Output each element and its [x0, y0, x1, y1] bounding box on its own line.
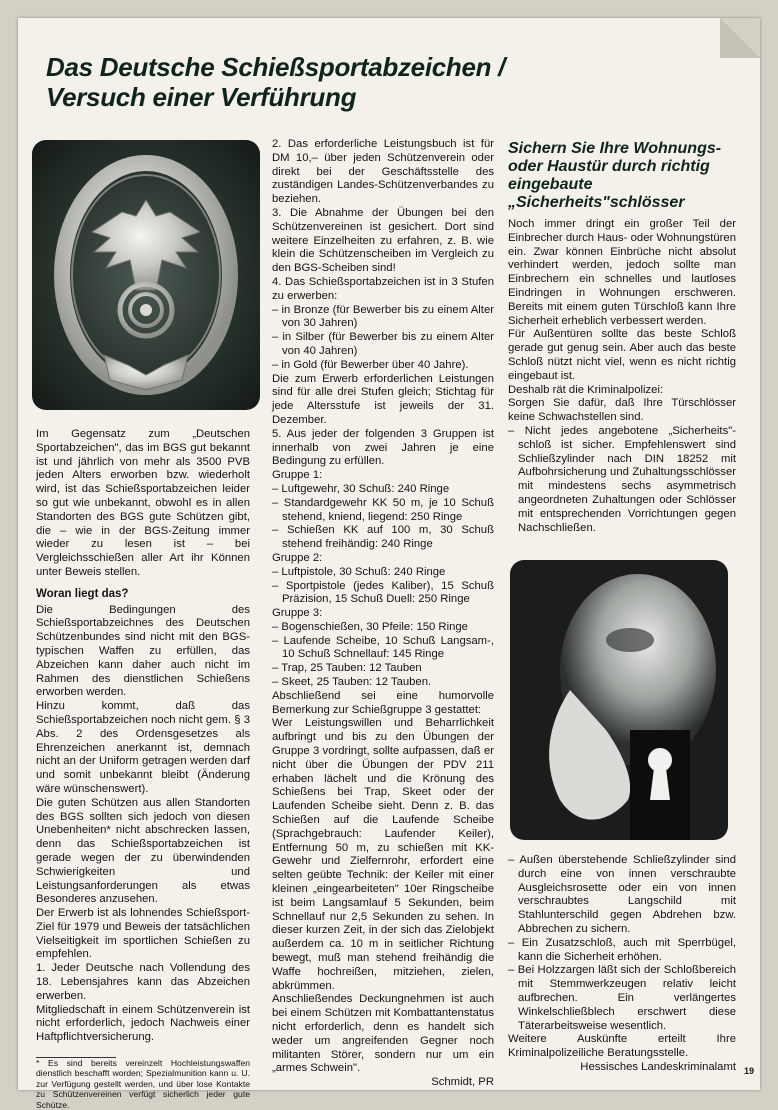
list-item: – Außen überstehende Schließzylinder sind durch eine von innen verschraubte Ausgleichsrosette oder ein von innen verschraubtes Langschild mit Stahlunterschild gegen Abdrehen bzw. Abbrechen zu sichern. — [508, 854, 736, 935]
shooting-badge-illustration — [32, 140, 260, 410]
list-item: – Bei Holzzargen läßt sich der Schloßbereich mit Stemmwerkzeugen relativ leicht aufbrechen. Ein verlängertes Winkelschließblech erschwert diese Täterarbeitsweise wesentlich. — [508, 964, 736, 1032]
paragraph: Die Bedingungen des Schießsportabzeichnes des Deutschen Schützenbundes sind nicht mit den BGS-typischen Waffen zu erfüllen, das Abzeichen kann daher auch nicht im Rahmen des dienstlichen Schießens erworben werden. — [36, 603, 250, 699]
list-item: – Trap, 25 Tauben: 12 Tauben — [272, 662, 422, 675]
paragraph: Mitgliedschaft in einem Schützenverein ist nicht erforderlich, jedoch Nachweis einer Haftpflichtversicherung. — [36, 1003, 250, 1044]
section-heading: Woran liegt das? — [36, 587, 129, 600]
paragraph: Abschließend sei eine humorvolle Bemerkung zur Schießgruppe 3 gestattet: — [272, 689, 494, 716]
page-corner — [720, 18, 760, 58]
column-2 — [272, 138, 494, 1090]
list-item: – Luftpistole, 30 Schuß: 240 Ringe — [272, 565, 446, 578]
page-number: 19 — [743, 1066, 754, 1076]
list-item: – Ein Zusatzschloß, auch mit Sperrbügel, kann die Sicherheit erhöhen. — [508, 936, 736, 963]
list-item: – in Gold (für Bewerber über 40 Jahre). — [272, 358, 469, 371]
paragraph: 1. Jeder Deutsche nach Vollendung des 18. Lebensjahres kann das Abzeichen erwerben. — [36, 962, 250, 1002]
column-3 — [508, 140, 736, 535]
paragraph: Die guten Schützen aus allen Standorten des BGS sollten sich jedoch von diesen Unebenheiten* nicht abschrecken lassen, denn das Schießsportabzeichen ist gerade wegen der zu überwindenden Schwierigkeiten und Leistungsanforderungen als etwas Besonderes anzusehen. — [36, 796, 250, 906]
paragraph: Sorgen Sie dafür, daß Ihre Türschlösser keine Schwachstellen sind. — [508, 397, 736, 424]
paragraph: 3. Die Abnahme der Übungen bei den Schützenvereinen ist gesichert. Dort sind weitere Einzelheiten zu erfahren, z. B. wie klein die Schützenscheiben im Vergleich zu den BGS-Scheiben sind! — [272, 206, 494, 275]
paragraph: Deshalb rät die Kriminalpolizei: — [508, 383, 664, 396]
paragraph: Für Außentüren sollte das beste Schloß gerade gut genug sein. Aber auch das beste Schloß nützt nicht viel, wenn es nicht richtig eingebaut ist. — [508, 328, 736, 382]
group-label: Gruppe 1: — [272, 469, 323, 482]
paragraph: Anschließendes Deckungnehmen ist auch bei einem Schützen mit Kombattantenstatus nicht erforderlich, denn es handelt sich weder um angreifenden Gegner noch militanten Störer, sondern nur um ein „armes Schwein". — [272, 993, 494, 1075]
list-item: – in Silber (für Bewerber bis zu einem Alter von 40 Jahren) — [272, 331, 494, 357]
paragraph: Wer Leistungswillen und Beharrlichkeit aufbringt und bis zu den Übungen der Gruppe 3 vordringt, sollte aufpassen, daß er nicht über die Übungen der PDV 211 erhaben lächelt und die Krönung des Schießens bei Trap, Skeet oder der Laufenden Scheibe sieht. Denn z. B. das Schießen auf die Laufende Scheibe (Sprachgebrauch: Laufender Keiler), Entfernung 50 m, zu schießen mit KK-Gewehr und Zielfernrohr, erfordert eine selten geübte Technik: der Keiler mit einer kleinen „eingearbeiteten" 10er Ringscheibe ist beim Langsamlauf 5 Sekunden, beim Schnellauf nur 2,5 Sekunden zu sehen. In dieser kurzen Zeit, in der sich das Zielobjekt außerdem ca. 10 m in seitlicher Richtung bewegt, muß man stehend freihändig die Waffe hochreißen, mitziehen, zielen, abkrümmen. — [272, 717, 494, 992]
paragraph: 2. Das erforderliche Leistungsbuch ist für DM 10,– über jeden Schützenverein oder direkt bei der Geschäftsstelle des zuständigen Landes-Schützenverbandes zu beziehen. — [272, 138, 494, 206]
intro-paragraph: Im Gegensatz zum „Deutschen Sportabzeichen", das im BGS gut bekannt ist und jährlich von mehr als 3500 PVB jeden Alters erworben bzw. wiederholt wird, ist das Schießsportabzeichen leider so gut wie unbekannt, obwohl es in allen Standorten des BGS gute Schützen gibt, die – wie in der BGS-Zeitung immer wieder zu lesen ist – bei Vergleichsschießen aller Art ihr Können unter Beweis stellen. — [36, 428, 250, 578]
author-signature: Hessisches Landeskriminalamt — [580, 1060, 736, 1073]
list-item: – Laufende Scheibe, 10 Schuß Langsam-, 10 Schuß Schnellauf: 145 Ringe — [272, 634, 494, 661]
sidebar-headline: Sichern Sie Ihre Wohnungs- oder Haustür durch richtig eingebaute „Sicherheits"schlösser — [508, 140, 722, 211]
column-1 — [36, 428, 250, 1110]
badge-photo — [32, 140, 260, 410]
list-item: – Skeet, 25 Tauben: 12 Tauben. — [272, 676, 432, 689]
paragraph: Weitere Auskünfte erteilt Ihre Kriminalpolizeiliche Beratungsstelle. — [508, 1033, 736, 1060]
paragraph: Der Erwerb ist als lohnendes Schießsport-Ziel für 1979 und Beweis der tatsächlichen Vielseitigkeit im sportlichen Schießen zu empfehlen. — [36, 907, 250, 961]
paragraph: 4. Das Schießsportabzeichen ist in 3 Stufen zu erwerben: — [272, 275, 494, 302]
article-title — [46, 52, 686, 112]
burglar-photo — [510, 560, 728, 840]
group-label: Gruppe 3: — [272, 607, 323, 620]
paragraph: 5. Aus jeder der folgenden 3 Gruppen ist innerhalb von zwei Jahren je eine Bedingung zu erfüllen. — [272, 427, 494, 468]
group-label: Gruppe 2: — [272, 551, 323, 564]
list-item: – in Bronze (für Bewerber bis zu einem Alter von 30 Jahren) — [272, 303, 494, 330]
paragraph: Noch immer dringt ein großer Teil der Einbrecher durch Haus- oder Wohnungstüren ein. Zwar können Einbrüche nicht absolut verhindert werden, jedoch sollte man Einbrechern ein schnelles und lautloses Eindringen in Wohnungen erschweren. Bereits mit einem guten Türschloß kann Ihre Sicherheit erheblich verbessert werden. — [508, 218, 736, 327]
paragraph: Die zum Erwerb erforderlichen Leistungen sind für alle drei Stufen gleich; Stichtag für jede Altersstufe ist jeweils der 31. Dezember. — [272, 372, 494, 426]
list-item: – Schießen KK auf 100 m, 30 Schuß stehend freihändig: 240 Ringe — [272, 524, 494, 551]
list-item: – Nicht jedes angebotene „Sicherheits"-schloß ist sicher. Empfehlenswert sind Schließzylinder nach DIN 18252 mit Aufbohrsicherung und Zuhaltungsschlösser mit mindestens sechs asymmetrisch angeordneten Zuhaltungen oder Schlösser mit entsprechenden Vorrichtungen gegen Nachschließen. — [508, 424, 736, 534]
column-3-continued — [508, 854, 736, 1075]
masked-face-at-keyhole-illustration — [510, 560, 728, 840]
title-line-1: Das Deutsche Schießsportabzeichen / — [46, 52, 506, 82]
author-signature: Schmidt, PR — [431, 1076, 494, 1089]
list-item: – Standardgewehr KK 50 m, je 10 Schuß stehend, kniend, liegend: 250 Ringe — [272, 496, 494, 523]
list-item: – Sportpistole (jedes Kaliber), 15 Schuß Präzision, 15 Schuß Duell: 250 Ringe — [272, 579, 494, 606]
footnote: * Es sind bereits vereinzelt Hochleistungswaffen dienstlich beschafft worden; Spezialmunition kann u. U. zur Verfügung gestellt werden, und über lose Kontakte zu Schützenvereinen verfügt sicherlich jeder gute Schütze. — [36, 1058, 250, 1110]
title-line-2: Versuch einer Verführung — [46, 82, 357, 112]
paragraph: Hinzu kommt, daß das Schießsportabzeichen noch nicht gem. § 3 Abs. 2 des Ordensgesetzes als Ehrenzeichen anerkannt ist, demnach nicht an der Uniform getragen werden darf und somit unbekannt bleibt (Änderung wäre wünschenswert). — [36, 700, 250, 795]
list-item: – Bogenschießen, 30 Pfeile: 150 Ringe — [272, 620, 468, 633]
list-item: – Luftgewehr, 30 Schuß: 240 Ringe — [272, 482, 450, 495]
